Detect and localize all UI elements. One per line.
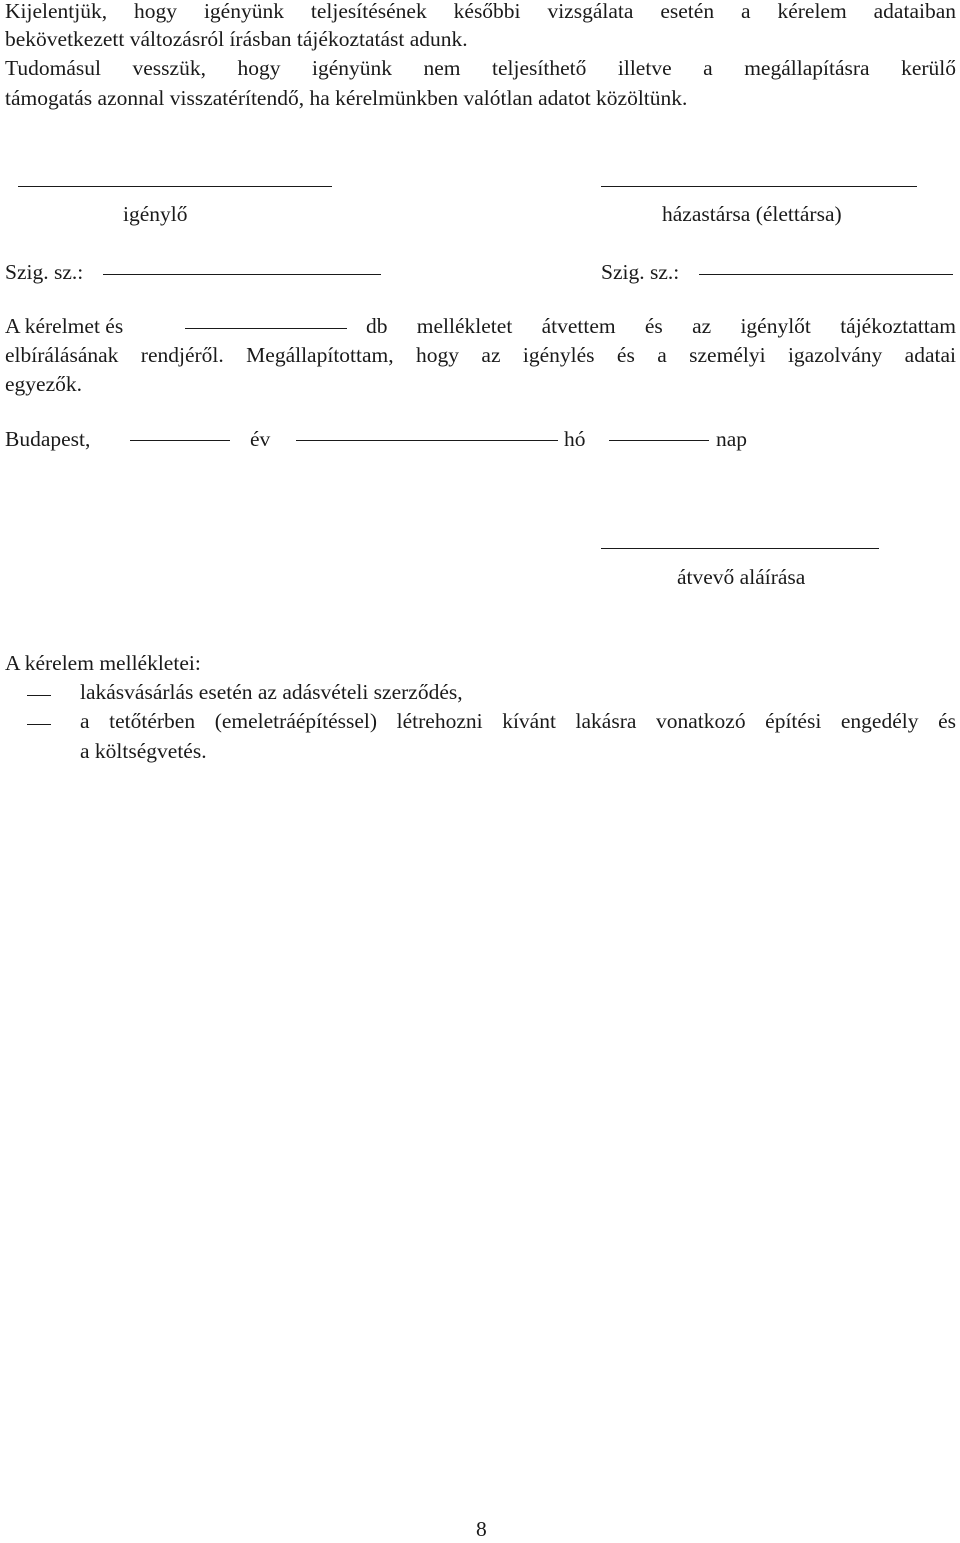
id-label-spouse: Szig. sz.: (601, 260, 680, 284)
spouse-label: házastársa (élettársa) (662, 202, 842, 226)
date-city: Budapest, (5, 427, 91, 451)
list-bullet-dash (27, 695, 51, 696)
id-label-applicant: Szig. sz.: (5, 260, 84, 284)
receipt-part-a: A kérelmet és (5, 314, 124, 338)
receipt-part-b: db mellékletet átvettem és az igénylőt tájékoztattam (366, 314, 956, 338)
page-number: 8 (476, 1517, 487, 1541)
attachment-count-field (185, 328, 347, 329)
recipient-signature-label: átvevő aláírása (677, 565, 806, 589)
attachments-heading: A kérelem mellékletei: (5, 651, 201, 675)
declaration-line-3: Tudomásul vesszük, hogy igényünk nem teljesíthető illetve a megállapításra kerülő (5, 56, 956, 80)
spouse-signature-line (601, 186, 917, 187)
applicant-signature-line (18, 186, 332, 187)
id-field-applicant (103, 274, 381, 275)
year-field (130, 440, 230, 441)
day-label: nap (716, 427, 748, 451)
applicant-label: igénylő (123, 202, 188, 226)
declaration-line-2: bekövetkezett változásról írásban tájékoztatást adunk. (5, 27, 468, 51)
month-field (296, 440, 558, 441)
id-field-spouse (699, 274, 953, 275)
attachment-item-2-line-1: a tetőtérben (emeletráépítéssel) létrehozni kívánt lakásra vonatkozó építési engedély és (80, 709, 956, 733)
list-bullet-dash (27, 724, 51, 725)
receipt-line-3: egyezők. (5, 372, 83, 396)
declaration-line-1: Kijelentjük, hogy igényünk teljesítésének későbbi vizsgálata esetén a kérelem adataiban (5, 0, 956, 23)
declaration-line-4: támogatás azonnal visszatérítendő, ha kérelmünkben valótlan adatot közöltünk. (5, 86, 688, 110)
recipient-signature-line (601, 548, 879, 549)
year-label: év (250, 427, 271, 451)
month-label: hó (564, 427, 586, 451)
attachment-item-1: lakásvásárlás esetén az adásvételi szerződés, (80, 680, 463, 704)
day-field (609, 440, 709, 441)
attachment-item-2-line-2: a költségvetés. (80, 739, 207, 763)
receipt-line-2: elbírálásának rendjéről. Megállapítottam, hogy az igénylés és a személyi igazolvány adatai (5, 343, 956, 367)
